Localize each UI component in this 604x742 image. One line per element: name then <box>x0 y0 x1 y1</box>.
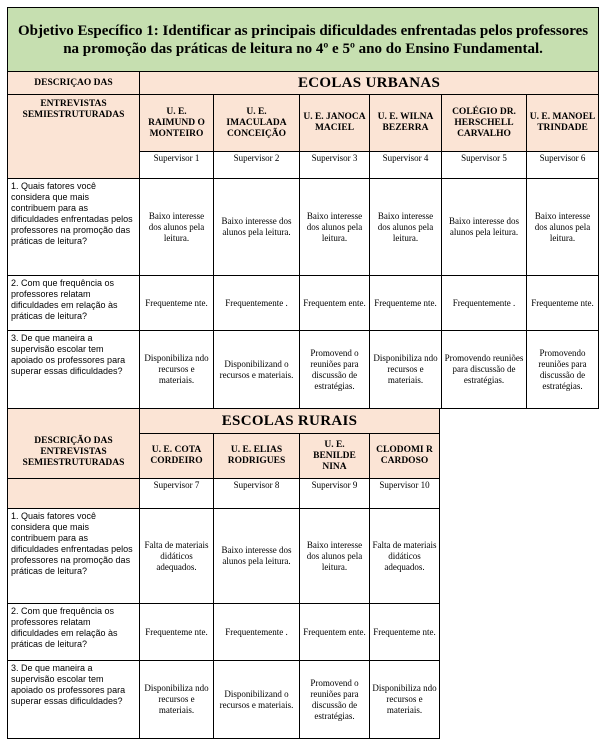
urban-school-name: COLÉGIO DR. HERSCHELL CARVALHO <box>442 95 527 152</box>
answer-cell: Frequentemente . <box>214 604 300 661</box>
answer-cell: Promovend o reuniões para discussão de estratégias. <box>300 331 370 409</box>
urban-schools-table <box>7 7 599 409</box>
answer-cell: Disponibilizand o recursos e materiais. <box>214 331 300 409</box>
answer-cell: Baixo interesse dos alunos pela leitura. <box>214 509 300 604</box>
answer-cell: Frequenteme nte. <box>527 276 599 331</box>
answer-cell: Disponibiliza ndo recursos e materiais. <box>370 661 440 739</box>
answer-cell: Frequentem ente. <box>300 276 370 331</box>
answer-cell: Promovend o reuniões para discussão de estratégias. <box>300 661 370 739</box>
supervisor-label: Supervisor 4 <box>370 152 442 179</box>
supervisor-label: Supervisor 5 <box>442 152 527 179</box>
supervisor-label: Supervisor 2 <box>214 152 300 179</box>
urban-section-heading: ECOLAS URBANAS <box>140 72 599 95</box>
rural-school-name: U. E. BENILDE NINA <box>300 434 370 479</box>
answer-cell: Baixo interesse dos alunos pela leitura. <box>527 179 599 276</box>
question-3: 3. De que maneira a supervisão escolar tem apoiado os professores para superar essas dificuldades? <box>8 661 140 739</box>
rural-school-name: U. E. ELIAS RODRIGUES <box>214 434 300 479</box>
answer-cell: Frequenteme nte. <box>140 276 214 331</box>
supervisor-label: Supervisor 9 <box>300 479 370 509</box>
supervisor-label: Supervisor 6 <box>527 152 599 179</box>
supervisor-label: Supervisor 1 <box>140 152 214 179</box>
rural-school-name: U. E. COTA CORDEIRO <box>140 434 214 479</box>
rural-schools-table <box>7 408 440 739</box>
urban-school-name: U. E. RAIMUND O MONTEIRO <box>140 95 214 152</box>
answer-cell: Disponibiliza ndo recursos e materiais. <box>140 661 214 739</box>
question-1: 1. Quais fatores você considera que mais contribuem para as dificuldades enfrentadas pelos professores na promoção das práticas de leitura? <box>8 509 140 604</box>
urban-school-name: U. E. MANOEL TRINDADE <box>527 95 599 152</box>
answer-cell: Baixo interesse dos alunos pela leitura. <box>140 179 214 276</box>
answer-cell: Baixo interesse dos alunos pela leitura. <box>214 179 300 276</box>
supervisor-label: Supervisor 8 <box>214 479 300 509</box>
rural-description-spacer <box>8 479 140 509</box>
rural-school-name: CLODOMI R CARDOSO <box>370 434 440 479</box>
urban-description-label-top: DESCRIÇAO DAS <box>8 72 140 95</box>
answer-cell: Frequenteme nte. <box>140 604 214 661</box>
rural-description-label: DESCRIÇÃO DAS ENTREVISTAS SEMIESTRUTURADAS <box>8 409 140 479</box>
answer-cell: Frequenteme nte. <box>370 276 442 331</box>
answer-cell: Baixo interesse dos alunos pela leitura. <box>300 179 370 276</box>
answer-cell: Falta de materiais didáticos adequados. <box>370 509 440 604</box>
answer-cell: Promovendo reuniões para discussão de estratégias. <box>442 331 527 409</box>
urban-description-label: ENTREVISTAS SEMIESTRUTURADAS <box>8 95 140 179</box>
question-3: 3. De que maneira a supervisão escolar tem apoiado os professores para superar essas dificuldades? <box>8 331 140 409</box>
answer-cell: Frequenteme nte. <box>370 604 440 661</box>
urban-school-name: U. E. WILNA BEZERRA <box>370 95 442 152</box>
question-1: 1. Quais fatores você considera que mais contribuem para as dificuldades enfrentadas pelos professores na promoção das práticas de leitura? <box>8 179 140 276</box>
page-title: Objetivo Específico 1: Identificar as principais dificuldades enfrentadas pelos professores na promoção das práticas de leitura no 4º e 5º ano do Ensino Fundamental. <box>8 8 599 72</box>
question-2: 2. Com que frequência os professores relatam dificuldades em relação às práticas de leitura? <box>8 276 140 331</box>
answer-cell: Disponibilizand o recursos e materiais. <box>214 661 300 739</box>
urban-school-name: U. E. IMACULADA CONCEIÇÃO <box>214 95 300 152</box>
answer-cell: Promovendo reuniões para discussão de estratégias. <box>527 331 599 409</box>
answer-cell: Frequentem ente. <box>300 604 370 661</box>
document-table-wrapper <box>7 7 598 739</box>
urban-school-name: U. E. JANOCA MACIEL <box>300 95 370 152</box>
answer-cell: Frequentemente . <box>214 276 300 331</box>
supervisor-label: Supervisor 10 <box>370 479 440 509</box>
answer-cell: Falta de materiais didáticos adequados. <box>140 509 214 604</box>
answer-cell: Baixo interesse dos alunos pela leitura. <box>370 179 442 276</box>
supervisor-label: Supervisor 3 <box>300 152 370 179</box>
rural-section-heading: ESCOLAS RURAIS <box>140 409 440 434</box>
answer-cell: Disponibiliza ndo recursos e materiais. <box>140 331 214 409</box>
supervisor-label: Supervisor 7 <box>140 479 214 509</box>
answer-cell: Disponibiliza ndo recursos e materiais. <box>370 331 442 409</box>
answer-cell: Baixo interesse dos alunos pela leitura. <box>442 179 527 276</box>
answer-cell: Baixo interesse dos alunos pela leitura. <box>300 509 370 604</box>
question-2: 2. Com que frequência os professores relatam dificuldades em relação às práticas de leitura? <box>8 604 140 661</box>
answer-cell: Frequentemente . <box>442 276 527 331</box>
